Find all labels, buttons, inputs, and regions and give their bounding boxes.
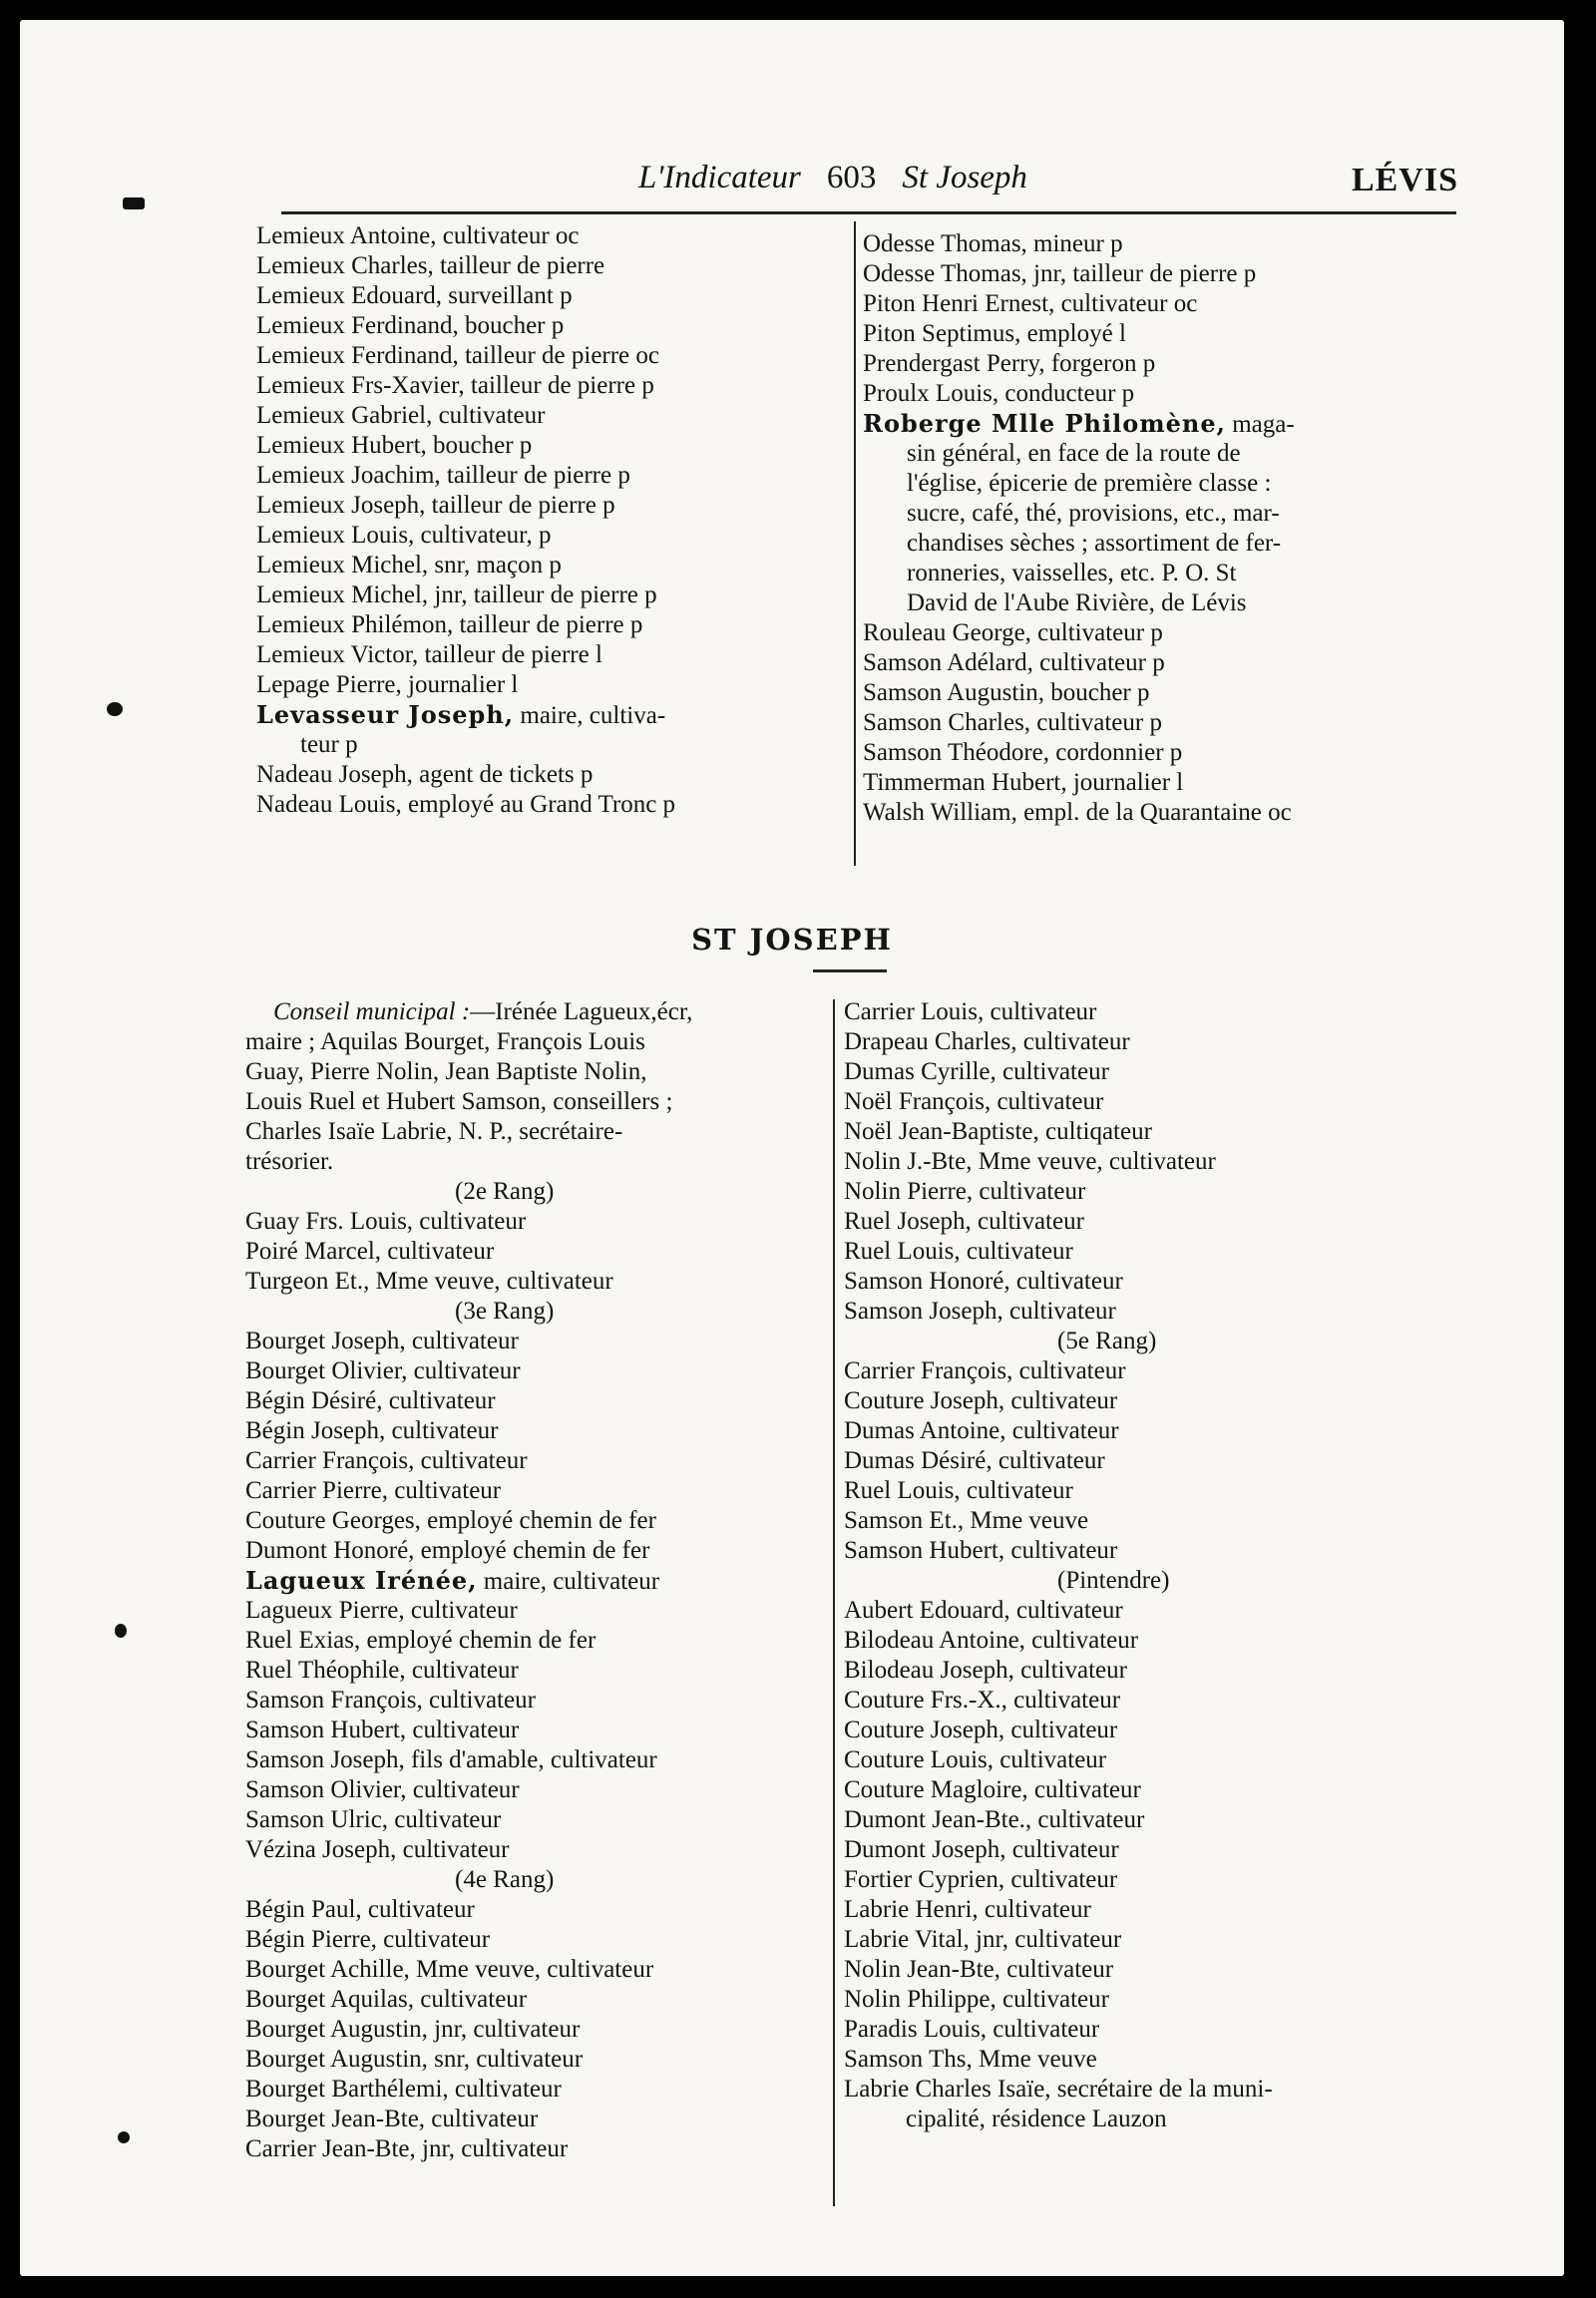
list-item: Walsh William, empl. de la Quarantaine oc bbox=[863, 799, 1292, 826]
bold-entry-name: Roberge Mlle Philomène, bbox=[863, 409, 1226, 438]
council-line: Louis Ruel et Hubert Samson, conseillers ; bbox=[245, 1088, 673, 1115]
list-item: Bégin Joseph, cultivateur bbox=[245, 1417, 499, 1444]
list-item: Vézina Joseph, cultivateur bbox=[245, 1836, 510, 1863]
list-item: Lagueux Pierre, cultivateur bbox=[245, 1597, 518, 1624]
header-section: St Joseph bbox=[902, 160, 1027, 195]
list-item: Bilodeau Joseph, cultivateur bbox=[844, 1657, 1127, 1684]
list-item-bold bbox=[245, 1566, 834, 1596]
list-item: Samson Joseph, cultivateur bbox=[844, 1298, 1116, 1325]
list-item: Lemieux Michel, jnr, tailleur de pierre p bbox=[256, 581, 657, 608]
list-item: Samson Olivier, cultivateur bbox=[245, 1776, 520, 1803]
list-item: Labrie Charles Isaïe, secrétaire de la muni- bbox=[844, 2076, 1273, 2103]
list-item: Lemieux Gabriel, cultivateur bbox=[256, 402, 546, 429]
list-item: Dumont Honoré, employé chemin de fer bbox=[245, 1537, 650, 1564]
list-item: Lemieux Joachim, tailleur de pierre p bbox=[256, 462, 630, 489]
list-item-bold bbox=[863, 409, 1451, 439]
list-item: Turgeon Et., Mme veuve, cultivateur bbox=[245, 1268, 613, 1295]
list-item-continuation: teur p bbox=[300, 731, 358, 758]
list-item: Carrier Jean-Bte, jnr, cultivateur bbox=[245, 2135, 569, 2162]
list-item: Lemieux Joseph, tailleur de pierre p bbox=[256, 492, 615, 519]
list-item: Noël Jean-Baptiste, cultiqateur bbox=[844, 1118, 1152, 1145]
list-item: Dumont Joseph, cultivateur bbox=[844, 1836, 1119, 1863]
section-title: ST JOSEPH bbox=[691, 923, 893, 957]
list-item: Fortier Cyprien, cultivateur bbox=[844, 1866, 1118, 1893]
council-line: trésorier. bbox=[245, 1148, 334, 1175]
header-region: LÉVIS bbox=[1351, 162, 1458, 198]
council-line: maire ; Aquilas Bourget, François Louis bbox=[245, 1028, 645, 1055]
list-item: Drapeau Charles, cultivateur bbox=[844, 1028, 1130, 1055]
list-item: Bourget Jean-Bte, cultivateur bbox=[245, 2106, 539, 2132]
council-line: Charles Isaïe Labrie, N. P., secrétaire- bbox=[245, 1118, 623, 1145]
list-item: Ruel Théophile, cultivateur bbox=[245, 1657, 519, 1684]
list-item: Dumas Cyrille, cultivateur bbox=[844, 1058, 1109, 1085]
list-item-continuation: chandises sèches ; assortiment de fer- bbox=[907, 530, 1282, 557]
council-label: Conseil municipal : bbox=[273, 998, 471, 1025]
list-item: Samson Hubert, cultivateur bbox=[245, 1717, 520, 1743]
lower-left-column bbox=[245, 997, 834, 2164]
list-item: Ruel Louis, cultivateur bbox=[844, 1477, 1073, 1504]
list-item: Nolin Philippe, cultivateur bbox=[844, 1986, 1109, 2013]
list-item: Carrier Pierre, cultivateur bbox=[245, 1477, 502, 1504]
list-item: Lepage Pierre, journalier l bbox=[256, 671, 519, 698]
list-item: Bourget Barthélemi, cultivateur bbox=[245, 2076, 562, 2103]
list-item: Piton Septimus, employé l bbox=[863, 320, 1126, 347]
list-item: Bourget Augustin, jnr, cultivateur bbox=[245, 2016, 581, 2043]
list-item: Timmerman Hubert, journalier l bbox=[863, 769, 1184, 796]
list-item-bold bbox=[256, 700, 847, 730]
rang-heading: (3e Rang) bbox=[455, 1298, 555, 1325]
list-item: Bourget Joseph, cultivateur bbox=[245, 1328, 519, 1354]
list-item: Ruel Louis, cultivateur bbox=[844, 1238, 1073, 1265]
bold-entry-rest: maire, cultivateur bbox=[483, 1568, 660, 1595]
rang-heading: (4e Rang) bbox=[455, 1866, 555, 1893]
list-item: Samson Adélard, cultivateur p bbox=[863, 649, 1165, 676]
list-item: Carrier François, cultivateur bbox=[844, 1357, 1126, 1384]
list-item: Couture Joseph, cultivateur bbox=[844, 1387, 1118, 1414]
list-item: Samson Et., Mme veuve bbox=[844, 1507, 1089, 1534]
list-item: Proulx Louis, conducteur p bbox=[863, 380, 1135, 407]
rang-heading: (2e Rang) bbox=[455, 1178, 555, 1205]
list-item: Lemieux Philémon, tailleur de pierre p bbox=[256, 611, 643, 638]
list-item: Dumas Antoine, cultivateur bbox=[844, 1417, 1119, 1444]
upper-left-column bbox=[256, 221, 847, 820]
list-item: Carrier Louis, cultivateur bbox=[844, 998, 1097, 1025]
list-item: Bégin Désiré, cultivateur bbox=[245, 1387, 496, 1414]
list-item: Bilodeau Antoine, cultivateur bbox=[844, 1627, 1139, 1654]
list-item: Samson Augustin, boucher p bbox=[863, 679, 1150, 706]
list-item-continuation: David de l'Aube Rivière, de Lévis bbox=[907, 589, 1247, 616]
binding-mark bbox=[107, 702, 123, 716]
list-item: Prendergast Perry, forgeron p bbox=[863, 350, 1156, 377]
list-item: Couture Magloire, cultivateur bbox=[844, 1776, 1141, 1803]
list-item: Ruel Exias, employé chemin de fer bbox=[245, 1627, 597, 1654]
list-item-continuation: sucre, café, thé, provisions, etc., mar- bbox=[907, 500, 1280, 527]
list-item: Couture Georges, employé chemin de fer bbox=[245, 1507, 656, 1534]
lower-right-column bbox=[844, 997, 1442, 2134]
rang-heading: (Pintendre) bbox=[1057, 1567, 1170, 1594]
list-item: Couture Joseph, cultivateur bbox=[844, 1717, 1118, 1743]
council-first-line: —Irénée Lagueux,écr, bbox=[470, 998, 693, 1025]
header-rule bbox=[281, 211, 1456, 214]
council-line bbox=[245, 997, 834, 1027]
list-item: Labrie Henri, cultivateur bbox=[844, 1896, 1091, 1923]
list-item: Bourget Aquilas, cultivateur bbox=[245, 1986, 528, 2013]
list-item-continuation: l'église, épicerie de première classe : bbox=[907, 470, 1272, 497]
list-item: Samson Ulric, cultivateur bbox=[245, 1806, 502, 1833]
council-line: Guay, Pierre Nolin, Jean Baptiste Nolin, bbox=[245, 1058, 647, 1085]
list-item: Rouleau George, cultivateur p bbox=[863, 619, 1163, 646]
list-item: Bourget Achille, Mme veuve, cultivateur bbox=[245, 1956, 654, 1983]
list-item: Nolin Pierre, cultivateur bbox=[844, 1178, 1086, 1205]
bold-entry-rest: maire, cultiva- bbox=[520, 702, 666, 729]
header-left bbox=[638, 160, 1027, 196]
list-item: Bégin Paul, cultivateur bbox=[245, 1896, 475, 1923]
page-number: 603 bbox=[826, 160, 877, 195]
list-item-continuation: ronneries, vaisselles, etc. P. O. St bbox=[907, 560, 1237, 586]
list-item: Couture Frs.-X., cultivateur bbox=[844, 1687, 1121, 1714]
publication-title: L'Indicateur bbox=[638, 160, 801, 195]
list-item-continuation: cipalité, résidence Lauzon bbox=[906, 2106, 1167, 2132]
section-dash bbox=[813, 969, 887, 972]
binding-mark bbox=[115, 1624, 127, 1638]
rang-heading: (5e Rang) bbox=[1057, 1328, 1157, 1354]
list-item: Lemieux Hubert, boucher p bbox=[256, 432, 533, 459]
list-item: Lemieux Louis, cultivateur, p bbox=[256, 522, 552, 549]
list-item: Samson François, cultivateur bbox=[245, 1687, 536, 1714]
list-item: Lemieux Victor, tailleur de pierre l bbox=[256, 641, 602, 668]
binding-mark bbox=[123, 197, 145, 209]
list-item: Ruel Joseph, cultivateur bbox=[844, 1208, 1084, 1235]
list-item: Aubert Edouard, cultivateur bbox=[844, 1597, 1123, 1624]
list-item: Lemieux Frs-Xavier, tailleur de pierre p bbox=[256, 372, 654, 399]
upper-right-column bbox=[863, 229, 1451, 828]
list-item: Bégin Pierre, cultivateur bbox=[245, 1926, 491, 1953]
list-item-continuation: sin général, en face de la route de bbox=[907, 440, 1241, 467]
upper-column-divider bbox=[854, 221, 856, 866]
running-header bbox=[281, 160, 1458, 209]
bold-entry-name: Lagueux Irénée, bbox=[245, 1566, 478, 1595]
list-item: Paradis Louis, cultivateur bbox=[844, 2016, 1100, 2043]
list-item: Dumont Jean-Bte., cultivateur bbox=[844, 1806, 1145, 1833]
list-item: Labrie Vital, jnr, cultivateur bbox=[844, 1926, 1122, 1953]
list-item: Noël François, cultivateur bbox=[844, 1088, 1104, 1115]
list-item: Samson Hubert, cultivateur bbox=[844, 1537, 1118, 1564]
list-item: Nolin Jean-Bte, cultivateur bbox=[844, 1956, 1114, 1983]
list-item: Guay Frs. Louis, cultivateur bbox=[245, 1208, 527, 1235]
list-item: Dumas Désiré, cultivateur bbox=[844, 1447, 1105, 1474]
list-item: Samson Charles, cultivateur p bbox=[863, 709, 1162, 736]
list-item: Nadeau Joseph, agent de tickets p bbox=[256, 761, 594, 788]
list-item: Piton Henri Ernest, cultivateur oc bbox=[863, 290, 1198, 317]
list-item: Bourget Augustin, snr, cultivateur bbox=[245, 2046, 584, 2073]
binding-mark bbox=[118, 2131, 130, 2143]
list-item: Samson Joseph, fils d'amable, cultivateur bbox=[245, 1746, 657, 1773]
lower-column-divider bbox=[833, 999, 835, 2206]
list-item: Lemieux Antoine, cultivateur oc bbox=[256, 222, 580, 249]
list-item: Lemieux Edouard, surveillant p bbox=[256, 282, 573, 309]
list-item: Samson Théodore, cordonnier p bbox=[863, 739, 1183, 766]
list-item: Couture Louis, cultivateur bbox=[844, 1746, 1107, 1773]
list-item: Lemieux Charles, tailleur de pierre bbox=[256, 252, 605, 279]
list-item: Poiré Marcel, cultivateur bbox=[245, 1238, 495, 1265]
list-item: Nolin J.-Bte, Mme veuve, cultivateur bbox=[844, 1148, 1216, 1175]
list-item: Lemieux Michel, snr, maçon p bbox=[256, 552, 562, 578]
list-item: Lemieux Ferdinand, boucher p bbox=[256, 312, 565, 339]
list-item: Samson Ths, Mme veuve bbox=[844, 2046, 1097, 2073]
bold-entry-rest: maga- bbox=[1232, 411, 1295, 438]
list-item: Lemieux Ferdinand, tailleur de pierre oc bbox=[256, 342, 660, 369]
list-item: Samson Honoré, cultivateur bbox=[844, 1268, 1123, 1295]
bold-entry-name: Levasseur Joseph, bbox=[256, 700, 515, 729]
list-item: Nadeau Louis, employé au Grand Tronc p bbox=[256, 791, 676, 818]
list-item: Odesse Thomas, mineur p bbox=[863, 230, 1123, 257]
directory-page bbox=[20, 20, 1564, 2276]
list-item: Carrier François, cultivateur bbox=[245, 1447, 528, 1474]
list-item: Bourget Olivier, cultivateur bbox=[245, 1357, 521, 1384]
list-item: Odesse Thomas, jnr, tailleur de pierre p bbox=[863, 260, 1257, 287]
